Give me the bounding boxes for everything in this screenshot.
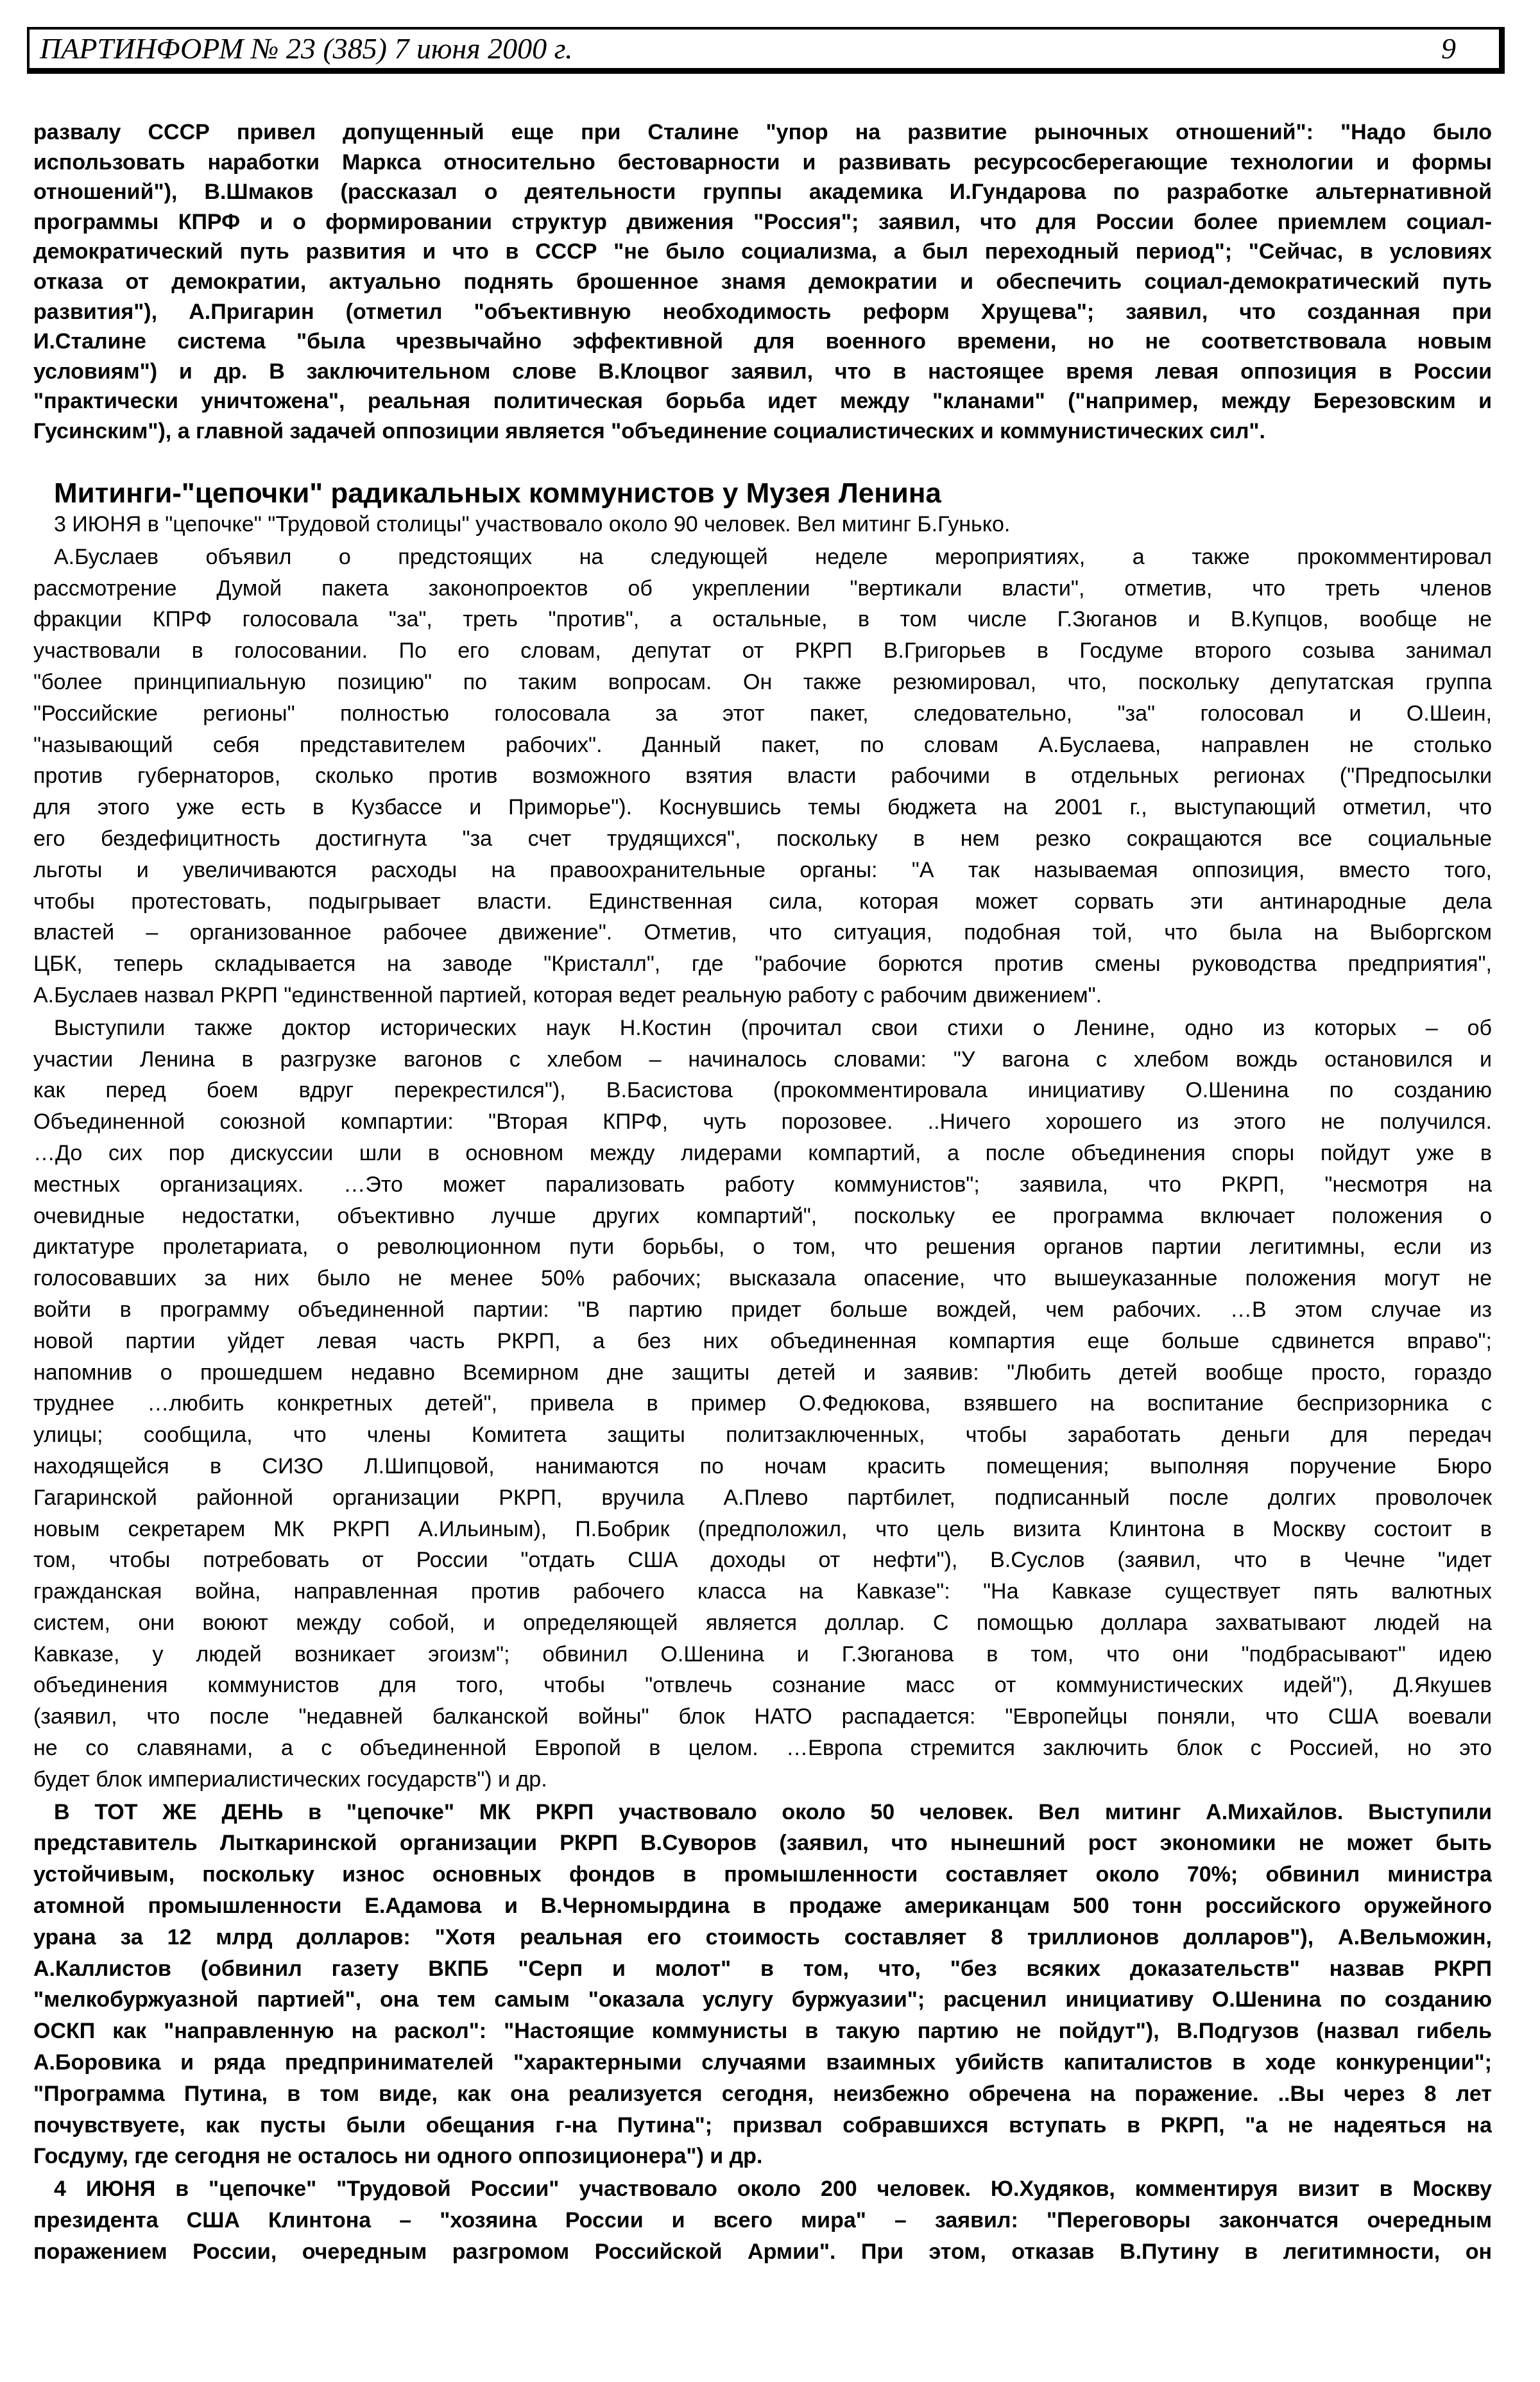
- text-line: развития"), А.Пригарин (отметил "объективную необходимость реформ Хрущева"; заявил, что созданная при: [33, 299, 1492, 324]
- text-line: отказа от демократии, актуально поднять брошенное знамя демократии и обеспечить социал-демократический путь: [33, 269, 1492, 294]
- text-line: Гусинским"), а главной задачей оппозиции является "объединение социалистических и коммунистических сил".: [33, 418, 1265, 443]
- text-line: ЦБК, теперь складывается на заводе "Кристалл", где "рабочие борются против смены руководства предприятия",: [33, 952, 1492, 977]
- text-line: рассмотрение Думой пакета законопроектов об укреплении "вертикали власти", отметив, что треть членов: [33, 576, 1492, 601]
- text-line: Объединенной союзной компартии: "Вторая КПРФ, чуть порозовее. ..Ничего хорошего из этого не получился.: [33, 1110, 1492, 1135]
- text-line: использовать наработки Маркса относительно бестоварности и развивать ресурсосберегающие технологии и формы: [33, 150, 1492, 175]
- text-line: новой партии уйдет левая часть РКРП, а без них объединенная компартия еще больше сдвинется вправо";: [33, 1328, 1492, 1353]
- text-line: голосовавших за них было не менее 50% рабочих; высказала опасение, что вышеуказанные положения могут не: [33, 1266, 1492, 1291]
- text-line: том, чтобы потребовать от России "отдать США доходы от нефти"), В.Суслов (заявил, что в Чечне "идет: [33, 1548, 1492, 1573]
- text-line: А.Боровика и ряда предпринимателей "характерными случаями взаимных убийств капиталистов в ходе конкуренции";: [33, 2050, 1492, 2075]
- text-line: для этого уже есть в Кузбассе и Приморье"). Коснувшись темы бюджета на 2001 г., выступающий отметил, что: [33, 795, 1492, 820]
- text-line: "более принципиальную позицию" по таким вопросам. Он также резюмировал, что, поскольку депутатская группа: [33, 669, 1492, 694]
- text-line: властей – организованное рабочее движение". Отметив, что ситуация, подобная той, что была на Выборгском: [33, 920, 1492, 945]
- text-line: развалу СССР привел допущенный еще при Сталине "упор на развитие рыночных отношений": "Надо было: [33, 120, 1492, 144]
- text-line: новым секретарем МК РКРП А.Ильиным), П.Бобрик (предположил, что цель визита Клинтона в Москву состоит в: [33, 1516, 1492, 1541]
- article-paragraph: [33, 2173, 1492, 2267]
- text-line: (заявил, что после "недавней балканской войны" блок НАТО распадается: "Европейцы поняли, что США воевали: [33, 1704, 1492, 1729]
- text-line: войти в программу объединенной партии: "В партию придет больше вождей, чем рабочих. …В этом случае из: [33, 1297, 1492, 1322]
- text-line: участвовали в голосовании. По его словам, депутат от РКРП В.Григорьев в Госдуме второго созыва занимал: [33, 638, 1492, 664]
- text-line: устойчивым, поскольку износ основных фондов в промышленности составляет около 70%; обвинил министра: [33, 1862, 1492, 1887]
- text-line: местных организациях. …Это может парализовать работу коммунистов"; заявила, что РКРП, "несмотря на: [33, 1172, 1492, 1197]
- text-line: атомной промышленности Е.Адамова и В.Черномырдина в продаже американцам 500 тонн российского оружейного: [33, 1894, 1492, 1919]
- article-paragraph: [33, 509, 1492, 540]
- text-line: А.Буслаев объявил о предстоящих на следующей неделе мероприятиях, а также прокомментировал: [54, 544, 1492, 569]
- text-line: почувствуете, как пусты были обещания г-на Путина"; призвал собравшихся вступать в РКРП, "а не надеяться на: [33, 2112, 1492, 2138]
- article-section: [33, 478, 1492, 2269]
- text-line: чтобы протестовать, подыгрывает власти. Единственная сила, которая может сорвать эти антинародные дела: [33, 889, 1492, 914]
- text-line: как перед боем вдруг перекрестился"), В.Басистова (прокомментировала инициативу О.Шенина по созданию: [33, 1078, 1492, 1103]
- text-line: …До сих пор дискуссии шли в основном между лидерами компартий, а после объединения споры пойдут уже в: [33, 1140, 1492, 1165]
- text-line: против губернаторов, сколько против возможного взятия власти рабочими в отдельных регионах ("Предпосылки: [33, 764, 1492, 789]
- text-line: "мелкобуржуазной партией", она тем самым "оказала услугу буржуазии"; расценил инициативу О.Шенина по созданию: [33, 1987, 1492, 2012]
- text-line: находящейся в СИЗО Л.Шипцовой, нанимаются по ночам красить помещения; выполняя поручение Бюро: [33, 1453, 1492, 1478]
- page-header: [27, 27, 1505, 74]
- article-paragraph: [33, 1797, 1492, 2173]
- text-line: президента США Клинтона – "хозяина России и всего мира" – заявил: "Переговоры закончатся очередным: [33, 2208, 1492, 2233]
- text-line: объединения коммунистов для того, чтобы "отвлечь сознание масс от коммунистических идей"), Д.Якушев: [33, 1673, 1492, 1698]
- text-line: условиям") и др. В заключительном слове В.Клоцвог заявил, что в настоящее время левая оппозиция в России: [33, 359, 1492, 384]
- article-paragraph: [33, 542, 1492, 1011]
- text-line: будет блок империалистических государств") и др.: [33, 1767, 547, 1792]
- text-line: не со славянами, а с объединенной Европой в целом. …Европа стремится заключить блок с Россией, но это: [33, 1736, 1492, 1761]
- text-line: Госдуму, где сегодня не осталось ни одного оппозиционера") и др.: [33, 2144, 763, 2169]
- text-line: демократический путь развития и что в СССР "не было социализма, а был переходный период"; "Сейчас, в условиях: [33, 239, 1492, 264]
- text-line: участии Ленина в разгрузке вагонов с хлебом – начиналось словами: "У вагона с хлебом вождь остановился и: [33, 1047, 1492, 1072]
- text-line: урана за 12 млрд долларов: "Хотя реальная его стоимость составляет 8 триллионов долларов"), А.Вельможин,: [33, 1924, 1492, 1949]
- article-body: [33, 509, 1492, 2268]
- text-line: льготы и увеличиваются расходы на правоохранительные органы: "А так называемая оппозиция, вместо того,: [33, 857, 1492, 882]
- text-line: напомнив о прошедшем недавно Всемирном дне защиты детей и заявив: "Любить детей вообще просто, гораздо: [33, 1360, 1492, 1385]
- text-line: представитель Лыткаринской организации РКРП В.Суворов (заявил, что нынешний рост экономики не может быть: [33, 1831, 1492, 1856]
- text-line: его бездефицитность достигнута "за счет трудящихся", поскольку в нем резко сокращаются все социальные: [33, 826, 1492, 851]
- article-paragraph: [33, 1013, 1492, 1795]
- text-line: Гагаринской районной организации РКРП, вручила А.Плево партбилет, подписанный после долгих проволочек: [33, 1485, 1492, 1510]
- text-line: фракции КПРФ голосовала "за", треть "против", а остальные, в том числе Г.Зюганов и В.Купцов, вообще не: [33, 607, 1492, 632]
- text-line: 4 ИЮНЯ в "цепочке" "Трудовой России" участвовало около 200 человек. Ю.Худяков, комментируя визит в Москву: [54, 2177, 1492, 2202]
- intro-section: [33, 117, 1492, 447]
- text-line: А.Буслаев назвал РКРП "единственной партией, которая ведет реальную работу с рабочим движением".: [33, 982, 1102, 1007]
- text-line: улицы; сообщила, что члены Комитета защиты политзаключенных, чтобы заработать деньги для передач: [33, 1423, 1492, 1448]
- text-line: 3 ИЮНЯ в "цепочке" "Трудовой столицы" участвовало около 90 человек. Вел митинг Б.Гунько.: [54, 512, 1011, 536]
- text-line: отношений"), В.Шмаков (рассказал о деятельности группы академика И.Гундарова по разработке альтернативной: [33, 180, 1492, 205]
- text-line: "Программа Путина, в том виде, как она реализуется сегодня, неизбежно обречена на поражение. ..Вы через 8 лет: [33, 2081, 1492, 2106]
- text-line: гражданская война, направленная против рабочего класса на Кавказе": "На Кавказе существует пять валютных: [33, 1579, 1492, 1604]
- text-line: программы КПРФ и о формировании структур движения "Россия"; заявил, что для России более приемлем социал-: [33, 209, 1492, 234]
- text-line: Выступили также доктор исторических наук Н.Костин (прочитал свои стихи о Ленине, одно из которых – об: [54, 1015, 1492, 1040]
- text-line: диктатуре пролетариата, о революционном пути борьбы, о том, что решения органов партии легитимны, если из: [33, 1235, 1492, 1260]
- text-line: систем, они воюют между собой, и определяющей является доллар. С помощью доллара захватывают людей на: [33, 1610, 1492, 1635]
- text-line: очевидные недостатки, объективно лучше других компартий", поскольку ее программа включает положения о: [33, 1203, 1492, 1228]
- text-line: труднее …любить конкретных детей", привела в пример О.Федюкова, взявшего на воспитание беспризорника с: [33, 1391, 1492, 1416]
- text-line: И.Сталине система "была чрезвычайно эффективной для военного времени, но не соответствовала новым: [33, 329, 1492, 354]
- text-line: ОСКП как "направленную на раскол": "Настоящие коммунисты в такую партию не пойдут"), В.Подгузов (назвал гибель: [33, 2019, 1492, 2044]
- text-line: Кавказе, у людей возникает эгоизм"; обвинил О.Шенина и Г.Зюганова в том, что они "подбрасывают" идею: [33, 1641, 1492, 1667]
- text-line: "практически уничтожена", реальная политическая борьба идет между "кланами" ("например, между Березовским и: [33, 389, 1492, 414]
- page-number: 9: [1441, 32, 1456, 65]
- text-line: "называющий себя представителем рабочих". Данный пакет, по словам А.Буслаева, направлен не столько: [33, 732, 1492, 757]
- text-line: А.Каллистов (обвинил газету ВКПБ "Серп и молот" в том, что, "без всяких доказательств" назвав РКРП: [33, 1956, 1492, 1981]
- publication-title: ПАРТИНФОРМ № 23 (385) 7 июня 2000 г.: [40, 32, 573, 65]
- text-line: "Российские регионы" полностью голосовала за этот пакет, следовательно, "за" голосовал и О.Шеин,: [33, 701, 1492, 726]
- text-line: В ТОТ ЖЕ ДЕНЬ в "цепочке" МК РКРП участвовало около 50 человек. Вел митинг А.Михайлов. Выступили: [54, 1799, 1492, 1824]
- intro-paragraph: [33, 117, 1492, 447]
- article-heading: Митинги-"цепочки" радикальных коммунистов у Музея Ленина: [54, 477, 941, 509]
- text-line: поражением России, очередным разгромом Российской Армии". При этом, отказав В.Путину в легитимности, он: [33, 2239, 1492, 2264]
